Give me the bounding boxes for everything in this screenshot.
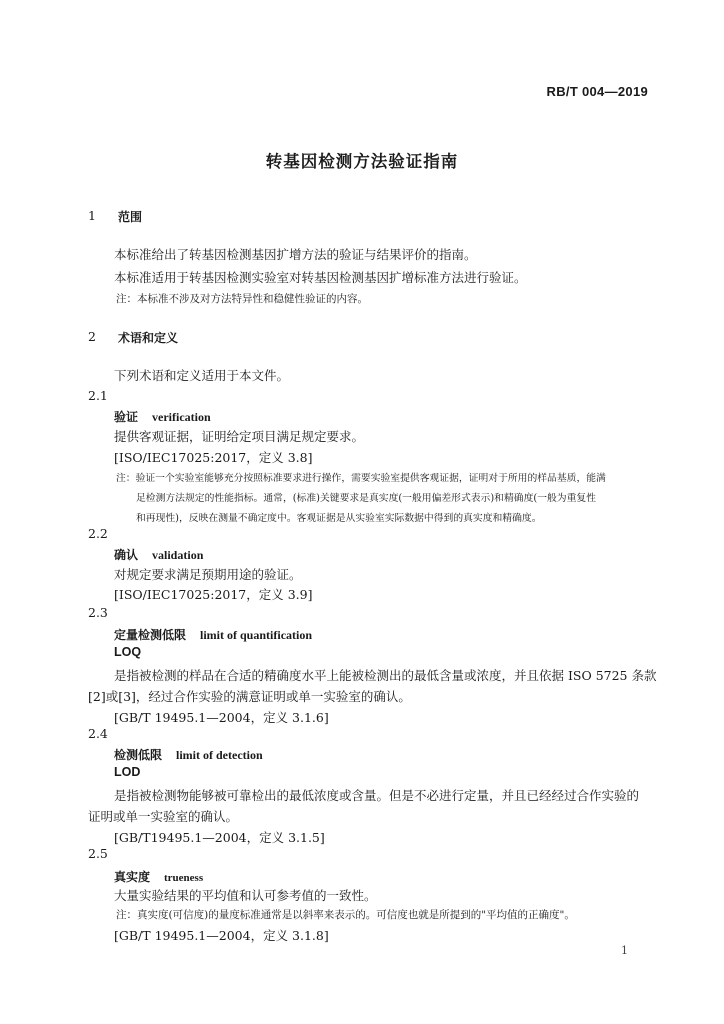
- term-heading: [114, 406, 211, 425]
- term-definition-line: 是指被检测的样品在合适的精确度水平上能被检测出的最低含量或浓度，并且依据 ISO 5725 条款: [114, 668, 657, 683]
- term-source: [ISO/IEC17025:2017，定义 3.8]: [114, 450, 313, 465]
- term-abbreviation: LOQ: [114, 645, 142, 659]
- term-note-line: 和再现性)，反映在测量不确定度中。客观证据是从实验室实际数据中得到的真实度和精确度。: [136, 513, 542, 524]
- term-number: 2.1: [88, 388, 108, 403]
- term-abbreviation: LOD: [114, 765, 141, 779]
- term-note-line: 足检测方法规定的性能指标。通常，(标准)关键要求是真实度(一般用偏差形式表示)和精确度(一般为重复性: [136, 493, 596, 504]
- term-heading: [114, 624, 312, 643]
- term-chinese: 检测低限: [114, 748, 163, 762]
- term-english: validation: [152, 548, 204, 562]
- section-1-heading: 范围: [118, 210, 143, 224]
- term-chinese: 真实度: [114, 870, 151, 884]
- term-english: trueness: [164, 872, 204, 884]
- section-1-number: 1: [88, 208, 96, 223]
- term-definition-line: 证明或单一实验室的确认。: [88, 809, 239, 824]
- section-2-heading: 术语和定义: [118, 331, 179, 345]
- term-heading: [114, 866, 203, 885]
- term-number: 2.4: [88, 726, 108, 741]
- term-number: 2.5: [88, 846, 108, 861]
- page-number: 1: [621, 944, 628, 957]
- term-note-line: 注：验证一个实验室能够充分按照标准要求进行操作，需要实验室提供客观证据，证明对于所用的样品基质，能满: [116, 473, 606, 484]
- section-2-intro: 下列术语和定义适用于本文件。: [114, 368, 290, 383]
- page-title: 转基因检测方法验证指南: [265, 152, 459, 171]
- term-number: 2.3: [88, 605, 108, 620]
- term-number: 2.2: [88, 526, 108, 541]
- term-source: [GB/T 19495.1—2004，定义 3.1.8]: [114, 928, 329, 943]
- term-definition: 对规定要求满足预期用途的验证。: [114, 567, 302, 582]
- term-heading: [114, 744, 263, 763]
- term-source: [GB/T 19495.1—2004，定义 3.1.6]: [114, 710, 329, 725]
- term-heading: [114, 544, 203, 563]
- section-1-note: 注：本标准不涉及对方法特异性和稳健性验证的内容。: [116, 293, 368, 305]
- term-note: 注：真实度(可信度)的量度标准通常是以斜率来表示的。可信度也就是所提到的"平均值的正确度"。: [116, 909, 575, 921]
- term-source: [GB/T19495.1—2004，定义 3.1.5]: [114, 830, 325, 845]
- term-definition-line: 是指被检测物能够被可靠检出的最低浓度或含量。但是不必进行定量，并且已经经过合作实验的: [114, 788, 640, 803]
- section-1-para-1: 本标准给出了转基因检测基因扩增方法的验证与结果评价的指南。: [114, 247, 477, 262]
- term-source: [ISO/IEC17025:2017，定义 3.9]: [114, 587, 313, 602]
- term-english: verification: [152, 410, 211, 424]
- section-2-number: 2: [88, 329, 96, 344]
- section-1-para-2: 本标准适用于转基因检测实验室对转基因检测基因扩增标准方法进行验证。: [114, 270, 527, 285]
- term-definition-line: [2]或[3]，经过合作实验的满意证明或单一实验室的确认。: [88, 689, 411, 704]
- term-english: limit of quantification: [200, 628, 313, 642]
- term-definition: 提供客观证据，证明给定项目满足规定要求。: [114, 429, 365, 444]
- term-chinese: 确认: [114, 548, 139, 562]
- term-chinese: 定量检测低限: [114, 628, 187, 642]
- document-number: RB/T 004—2019: [546, 84, 648, 99]
- term-chinese: 验证: [114, 410, 139, 424]
- term-english: limit of detection: [176, 748, 263, 762]
- term-definition: 大量实验结果的平均值和认可参考值的一致性。: [114, 888, 377, 903]
